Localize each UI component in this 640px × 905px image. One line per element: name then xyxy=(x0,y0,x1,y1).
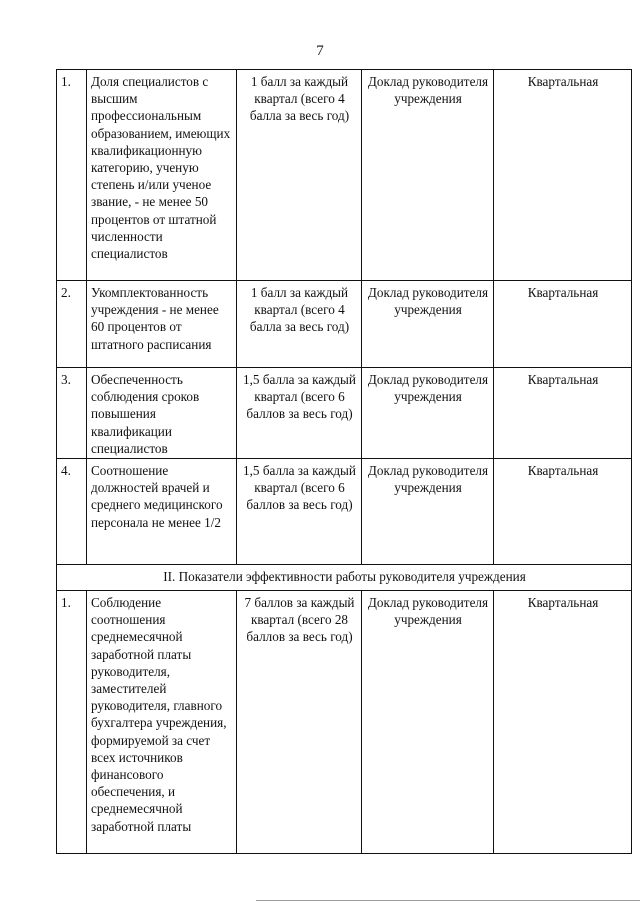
indicator-text: Обеспеченность соблюдения сроков повышения квалификации специалистов xyxy=(87,368,237,459)
frequency-text: Квартальная xyxy=(494,70,632,281)
table-row xyxy=(57,281,632,368)
table-row xyxy=(57,70,632,281)
source-text: Доклад руководителя учреждения xyxy=(362,70,494,281)
row-number: 4. xyxy=(57,459,87,565)
indicator-text: Соблюдение соотношения среднемесячной заработной платы руководителя, заместителей руководителя, главного бухгалтера учреждения, формируемой за счет всех источников финансового обеспечения, и среднемесячной заработной платы xyxy=(87,591,237,854)
score-text: 7 баллов за каждый квартал (всего 28 баллов за весь год) xyxy=(237,591,362,854)
row-number: 2. xyxy=(57,281,87,368)
frequency-text: Квартальная xyxy=(494,368,632,459)
source-text: Доклад руководителя учреждения xyxy=(362,591,494,854)
frequency-text: Квартальная xyxy=(494,281,632,368)
row-number: 3. xyxy=(57,368,87,459)
frequency-text: Квартальная xyxy=(494,591,632,854)
section-title: II. Показатели эффективности работы руководителя учреждения xyxy=(57,565,632,591)
score-text: 1 балл за каждый квартал (всего 4 балла за весь год) xyxy=(237,70,362,281)
score-text: 1,5 балла за каждый квартал (всего 6 баллов за весь год) xyxy=(237,368,362,459)
table-row xyxy=(57,368,632,459)
indicator-text: Соотношение должностей врачей и среднего медицинского персонала не менее 1/2 xyxy=(87,459,237,565)
score-text: 1,5 балла за каждый квартал (всего 6 баллов за весь год) xyxy=(237,459,362,565)
source-text: Доклад руководителя учреждения xyxy=(362,281,494,368)
table-row xyxy=(57,459,632,565)
score-text: 1 балл за каждый квартал (всего 4 балла за весь год) xyxy=(237,281,362,368)
section-header-row xyxy=(57,565,632,591)
page-number: 7 xyxy=(316,43,324,59)
source-text: Доклад руководителя учреждения xyxy=(362,459,494,565)
source-text: Доклад руководителя учреждения xyxy=(362,368,494,459)
indicator-text: Укомплектованность учреждения - не менее 60 процентов от штатного расписания xyxy=(87,281,237,368)
frequency-text: Квартальная xyxy=(494,459,632,565)
table-row xyxy=(57,591,632,854)
indicator-text: Доля специалистов с высшим профессиональным образованием, имеющих квалификационную категорию, ученую степень и/или ученое звание, - не менее 50 процентов от штатной численности специалистов xyxy=(87,70,237,281)
bottom-edge-line xyxy=(256,900,640,901)
row-number: 1. xyxy=(57,70,87,281)
row-number: 1. xyxy=(57,591,87,854)
indicators-table xyxy=(56,69,632,854)
